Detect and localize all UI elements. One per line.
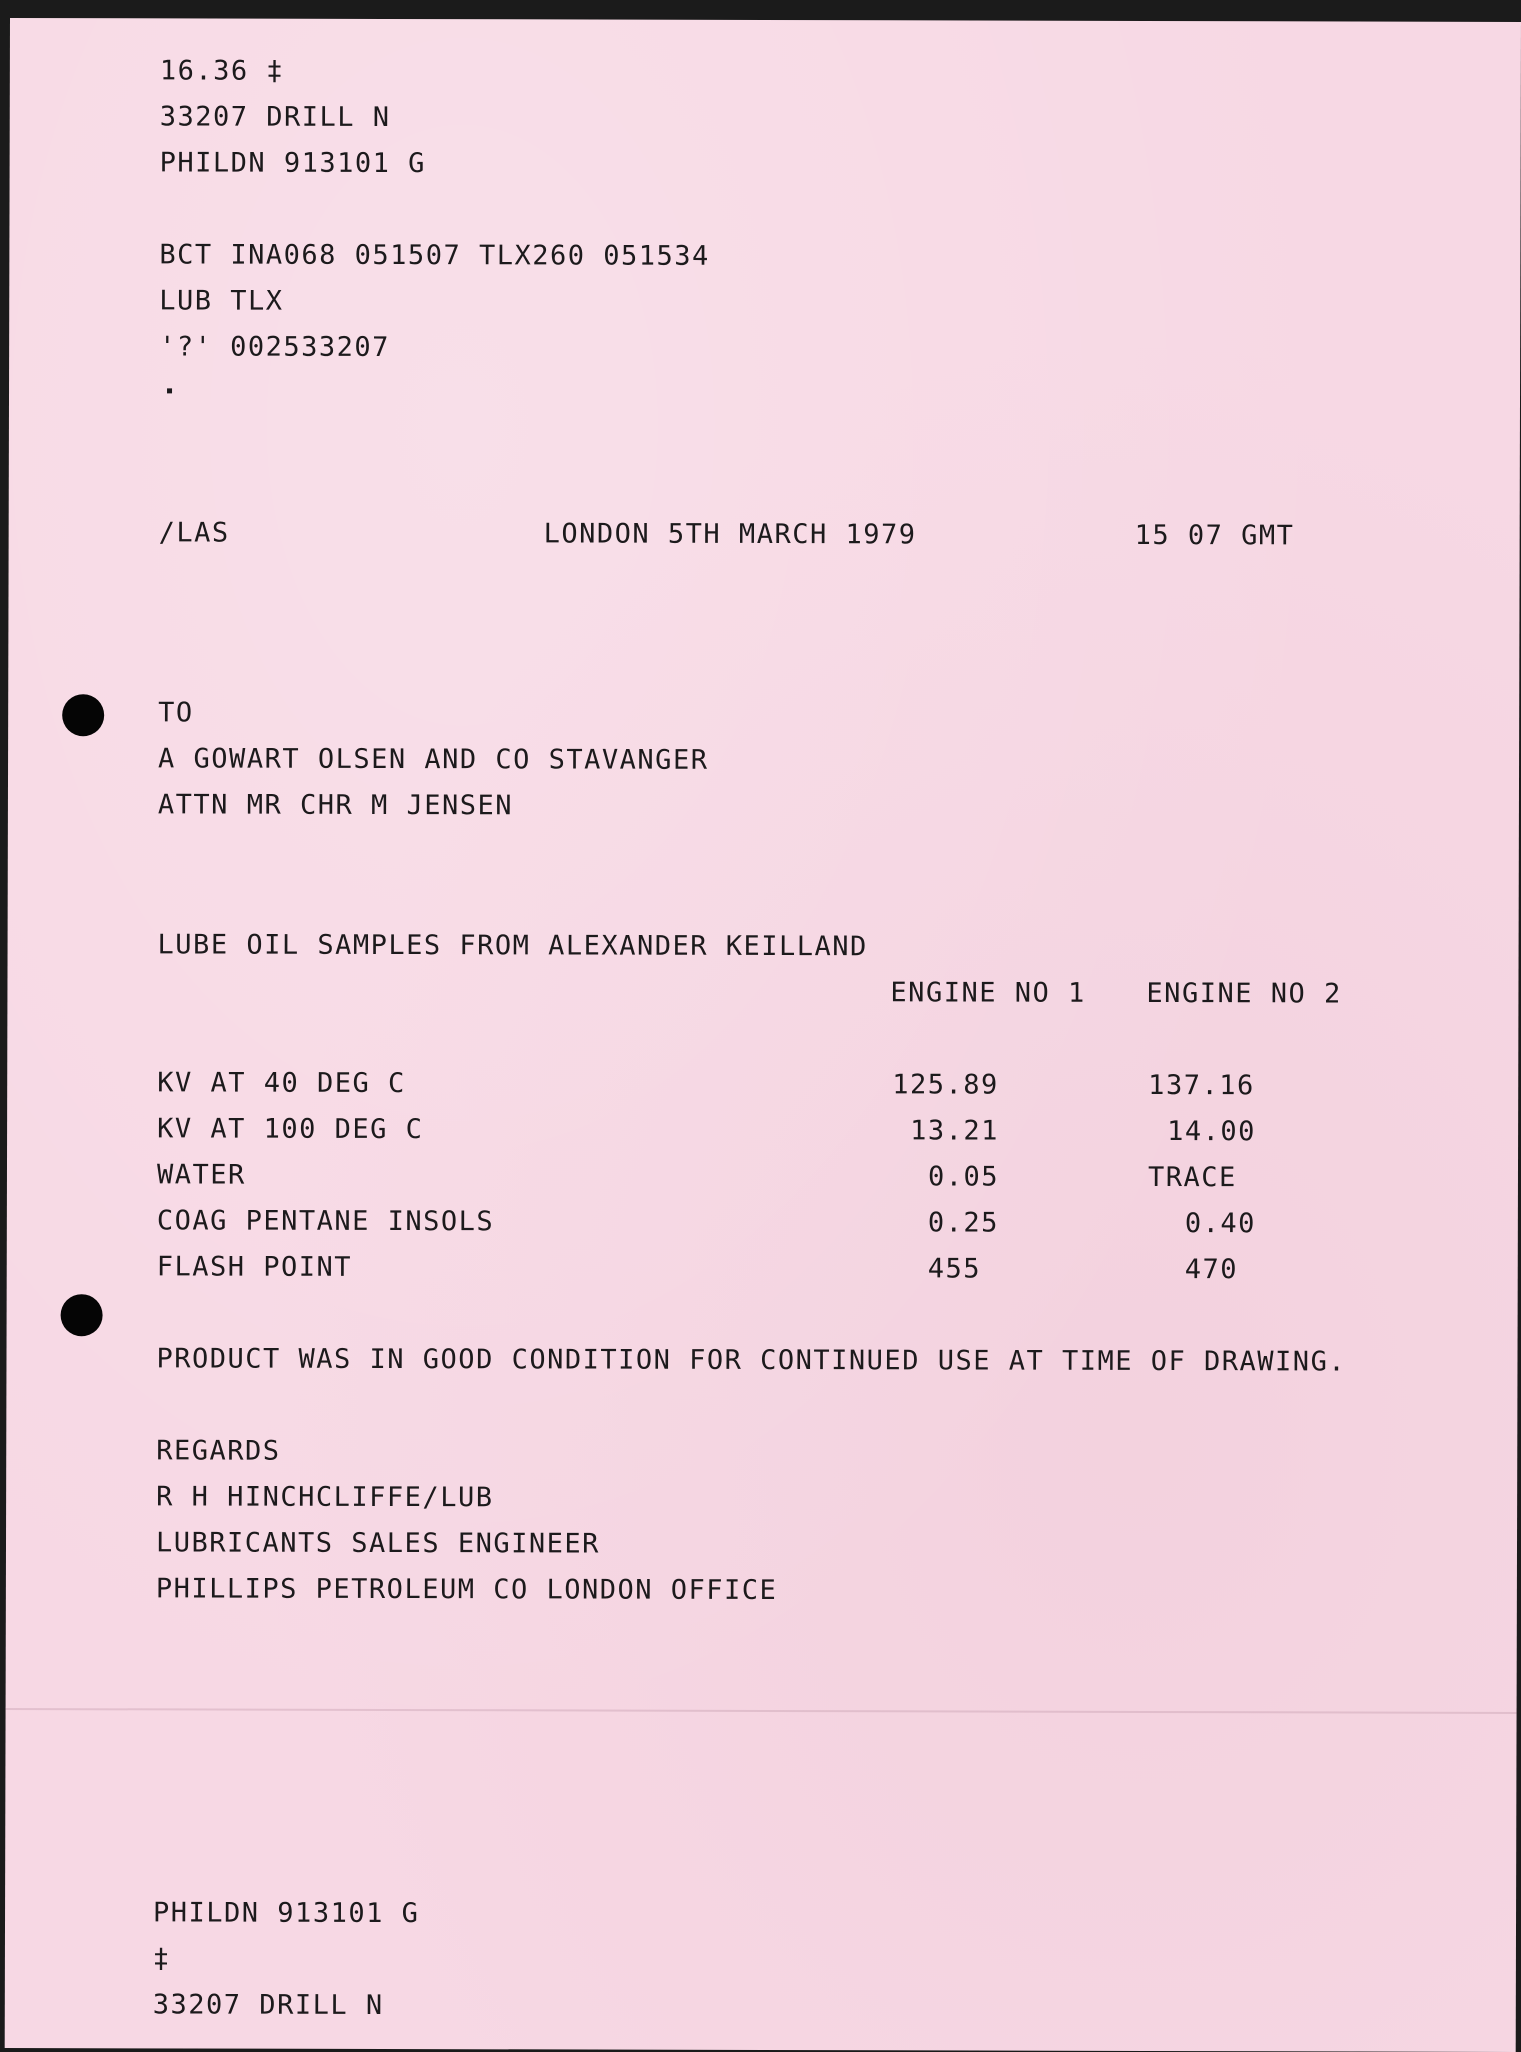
header-sender-code: PHILDN 913101 G	[159, 147, 427, 180]
punch-hole-top	[62, 694, 104, 736]
signer-name: R H HINCHCLIFFE/LUB	[156, 1481, 494, 1514]
to-label: TO	[158, 697, 194, 729]
row-label: KV AT 100 DEG C	[157, 1113, 424, 1146]
row-value-engine1: 455	[927, 1253, 982, 1285]
footer-answerback: 33207 DRILL N	[152, 1989, 384, 2021]
row-value-engine2: TRACE	[1147, 1161, 1237, 1194]
report-title: LUBE OIL SAMPLES FROM ALEXANDER KEILLAND	[157, 929, 868, 963]
period-mark	[167, 388, 172, 393]
row-label: COAG PENTANE INSOLS	[156, 1205, 495, 1238]
paper-fold	[6, 1708, 1517, 1714]
row-value-engine2: 14.00	[1167, 1116, 1256, 1148]
header-time: 16.36 ‡	[159, 55, 285, 87]
routing-line: BCT INA068 051507 TLX260 051534	[159, 239, 710, 272]
recipient-company: A GOWART OLSEN AND CO STAVANGER	[158, 743, 709, 776]
row-value-engine2: 0.40	[1184, 1208, 1256, 1240]
row-label: FLASH POINT	[156, 1251, 353, 1283]
punch-hole-bottom	[61, 1294, 103, 1336]
column-header-engine1: ENGINE NO 1	[890, 977, 1086, 1009]
time-gmt: 15 07 GMT	[1134, 519, 1295, 552]
telex-sheet	[5, 18, 1521, 2052]
routing-number: '?' 002533207	[159, 331, 391, 363]
signer-company: PHILLIPS PETROLEUM CO LONDON OFFICE	[155, 1573, 778, 1607]
header-answerback: 33207 DRILL N	[159, 101, 391, 133]
row-value-engine1: 0.25	[927, 1207, 999, 1239]
reference: /LAS	[158, 517, 230, 549]
row-value-engine1: 0.05	[927, 1161, 1000, 1193]
row-value-engine1: 13.21	[910, 1115, 999, 1147]
routing-dept: LUB TLX	[159, 285, 284, 317]
column-header-engine2: ENGINE NO 2	[1146, 977, 1342, 1010]
footer-separator: ‡	[152, 1943, 171, 1975]
place-date: LONDON 5TH MARCH 1979	[543, 518, 917, 551]
row-label: WATER	[156, 1159, 246, 1191]
signer-title: LUBRICANTS SALES ENGINEER	[155, 1527, 600, 1560]
footer-sender-code: PHILDN 913101 G	[152, 1897, 420, 1930]
report-conclusion: PRODUCT WAS IN GOOD CONDITION FOR CONTINUED USE AT TIME OF DRAWING.	[156, 1343, 1347, 1378]
recipient-attn: ATTN MR CHR M JENSEN	[157, 789, 514, 822]
row-value-engine2: 470	[1184, 1254, 1239, 1286]
row-value-engine2: 137.16	[1148, 1069, 1255, 1102]
closing: REGARDS	[156, 1435, 281, 1467]
row-value-engine1: 125.89	[892, 1069, 999, 1101]
row-label: KV AT 40 DEG C	[157, 1067, 406, 1100]
